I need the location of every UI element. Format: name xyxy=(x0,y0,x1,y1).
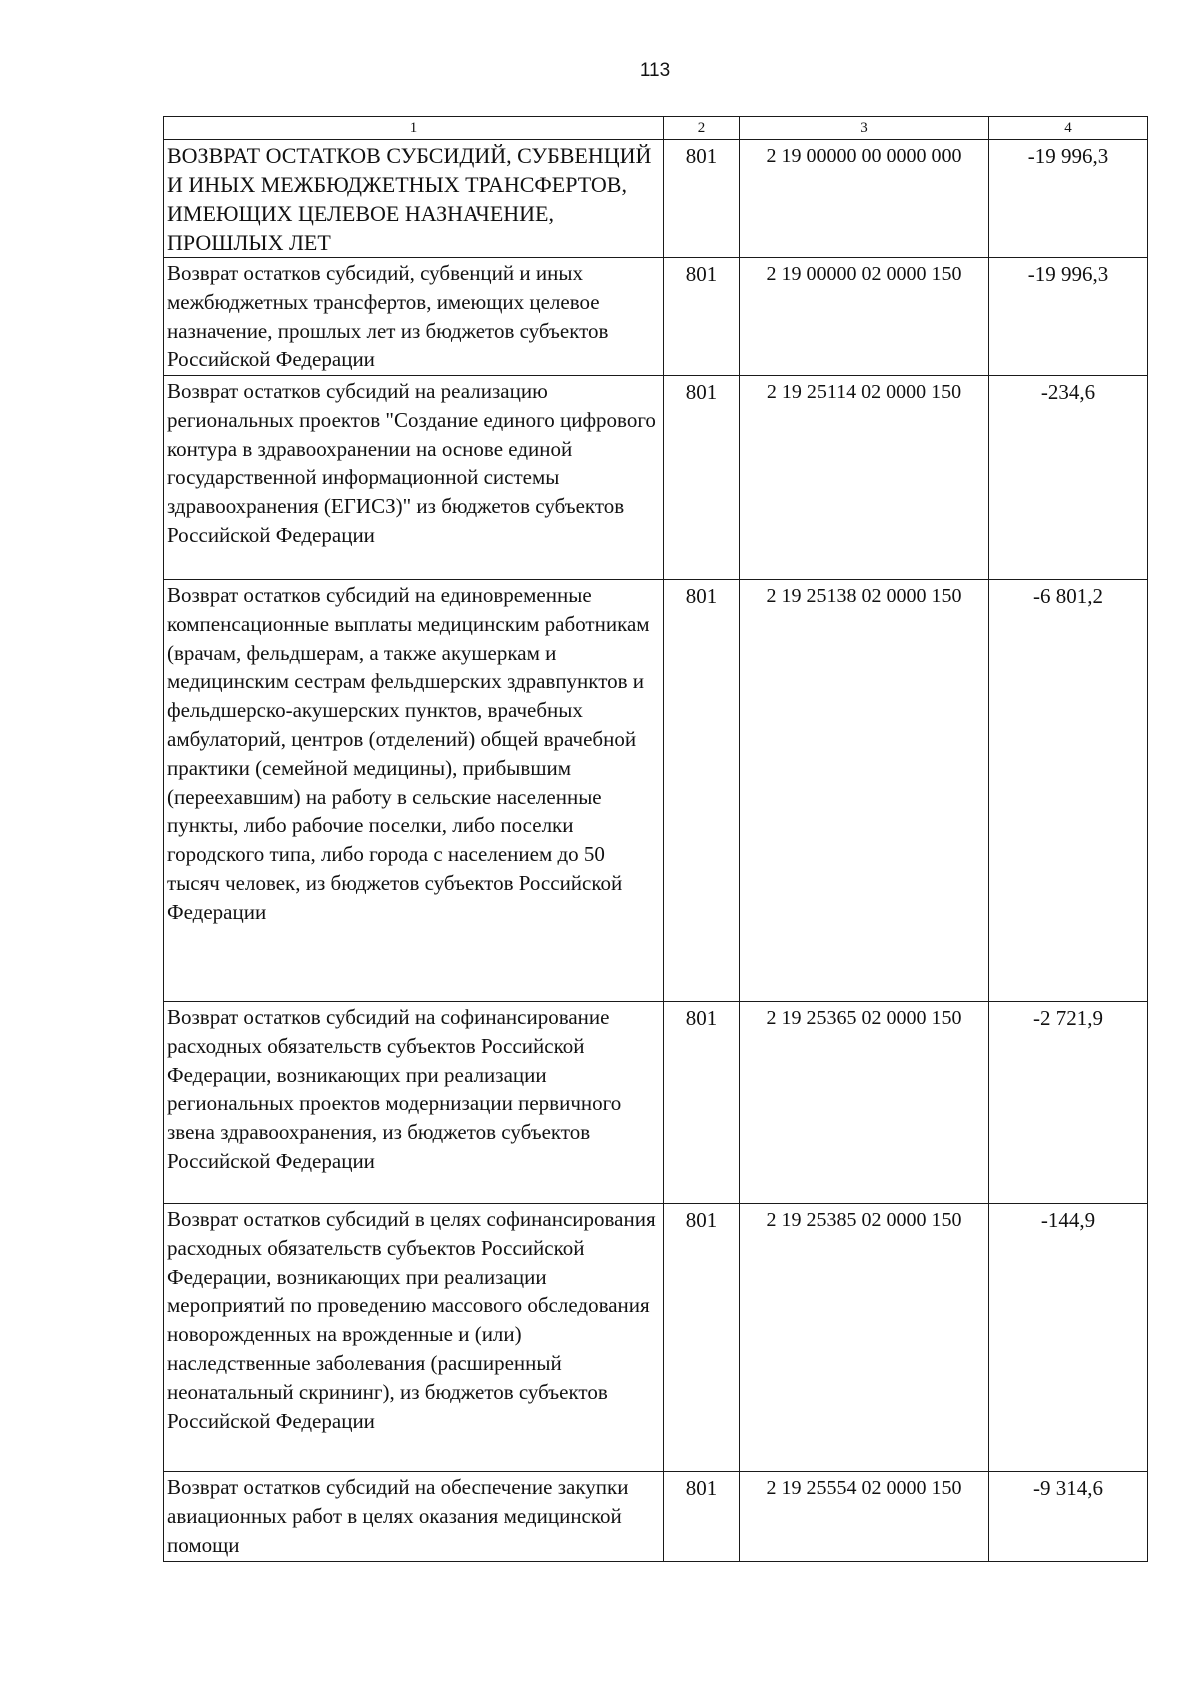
row-description: Возврат остатков субсидий на реализацию региональных проектов "Создание единого цифрового контура в здравоохранении на основе единой государственной информационной системы здравоохранения (ЕГИСЗ)" из бюджетов субъектов Российской Федерации xyxy=(164,376,664,580)
column-header-1: 1 xyxy=(164,117,664,140)
table-row xyxy=(164,1472,1148,1562)
row-budget-code: 2 19 00000 00 0000 000 xyxy=(740,140,989,258)
row-budget-code: 2 19 25138 02 0000 150 xyxy=(740,580,989,1002)
row-description: ВОЗВРАТ ОСТАТКОВ СУБСИДИЙ, СУБВЕНЦИЙ И ИНЫХ МЕЖБЮДЖЕТНЫХ ТРАНСФЕРТОВ, ИМЕЮЩИХ ЦЕЛЕВОЕ НАЗНАЧЕНИЕ, ПРОШЛЫХ ЛЕТ xyxy=(164,140,664,258)
row-budget-code: 2 19 25554 02 0000 150 xyxy=(740,1472,989,1562)
table-row xyxy=(164,1002,1148,1204)
row-description: Возврат остатков субсидий в целях софинансирования расходных обязательств субъектов Российской Федерации, возникающих при реализации мероприятий по проведению массового обследования новорожденных на врожденные и (или) наследственные заболевания (расширенный неонатальный скрининг), из бюджетов субъектов Российской Федерации xyxy=(164,1204,664,1472)
column-header-4: 4 xyxy=(989,117,1148,140)
table-row xyxy=(164,258,1148,376)
row-amount: -6 801,2 xyxy=(989,580,1148,1002)
row-admin-code: 801 xyxy=(664,1002,740,1204)
row-description: Возврат остатков субсидий на обеспечение закупки авиационных работ в целях оказания медицинской помощи xyxy=(164,1472,664,1562)
row-admin-code: 801 xyxy=(664,580,740,1002)
row-admin-code: 801 xyxy=(664,140,740,258)
row-budget-code: 2 19 25365 02 0000 150 xyxy=(740,1002,989,1204)
row-amount: -9 314,6 xyxy=(989,1472,1148,1562)
row-amount: -234,6 xyxy=(989,376,1148,580)
row-admin-code: 801 xyxy=(664,258,740,376)
row-budget-code: 2 19 25385 02 0000 150 xyxy=(740,1204,989,1472)
row-description: Возврат остатков субсидий, субвенций и иных межбюджетных трансфертов, имеющих целевое назначение, прошлых лет из бюджетов субъектов Российской Федерации xyxy=(164,258,664,376)
budget-table xyxy=(163,116,1148,1562)
row-admin-code: 801 xyxy=(664,1472,740,1562)
row-budget-code: 2 19 00000 02 0000 150 xyxy=(740,258,989,376)
row-amount: -144,9 xyxy=(989,1204,1148,1472)
table-row xyxy=(164,376,1148,580)
row-admin-code: 801 xyxy=(664,376,740,580)
row-budget-code: 2 19 25114 02 0000 150 xyxy=(740,376,989,580)
row-amount: -19 996,3 xyxy=(989,258,1148,376)
page-number: 113 xyxy=(639,60,671,81)
table-header-row xyxy=(164,117,1148,140)
row-description: Возврат остатков субсидий на софинансирование расходных обязательств субъектов Российской Федерации, возникающих при реализации региональных проектов модернизации первичного звена здравоохранения, из бюджетов субъектов Российской Федерации xyxy=(164,1002,664,1204)
table-row xyxy=(164,140,1148,258)
table-row xyxy=(164,1204,1148,1472)
row-amount: -19 996,3 xyxy=(989,140,1148,258)
row-admin-code: 801 xyxy=(664,1204,740,1472)
row-amount: -2 721,9 xyxy=(989,1002,1148,1204)
table-row xyxy=(164,580,1148,1002)
column-header-3: 3 xyxy=(740,117,989,140)
row-description: Возврат остатков субсидий на единовременные компенсационные выплаты медицинским работникам (врачам, фельдшерам, а также акушеркам и медицинским сестрам фельдшерских здравпунктов и фельдшерско-акушерских пунктов, врачебных амбулаторий, центров (отделений) общей врачебной практики (семейной медицины), прибывшим (переехавшим) на работу в сельские населенные пункты, либо рабочие поселки, либо поселки городского типа, либо города с населением до 50 тысяч человек, из бюджетов субъектов Российской Федерации xyxy=(164,580,664,1002)
column-header-2: 2 xyxy=(664,117,740,140)
